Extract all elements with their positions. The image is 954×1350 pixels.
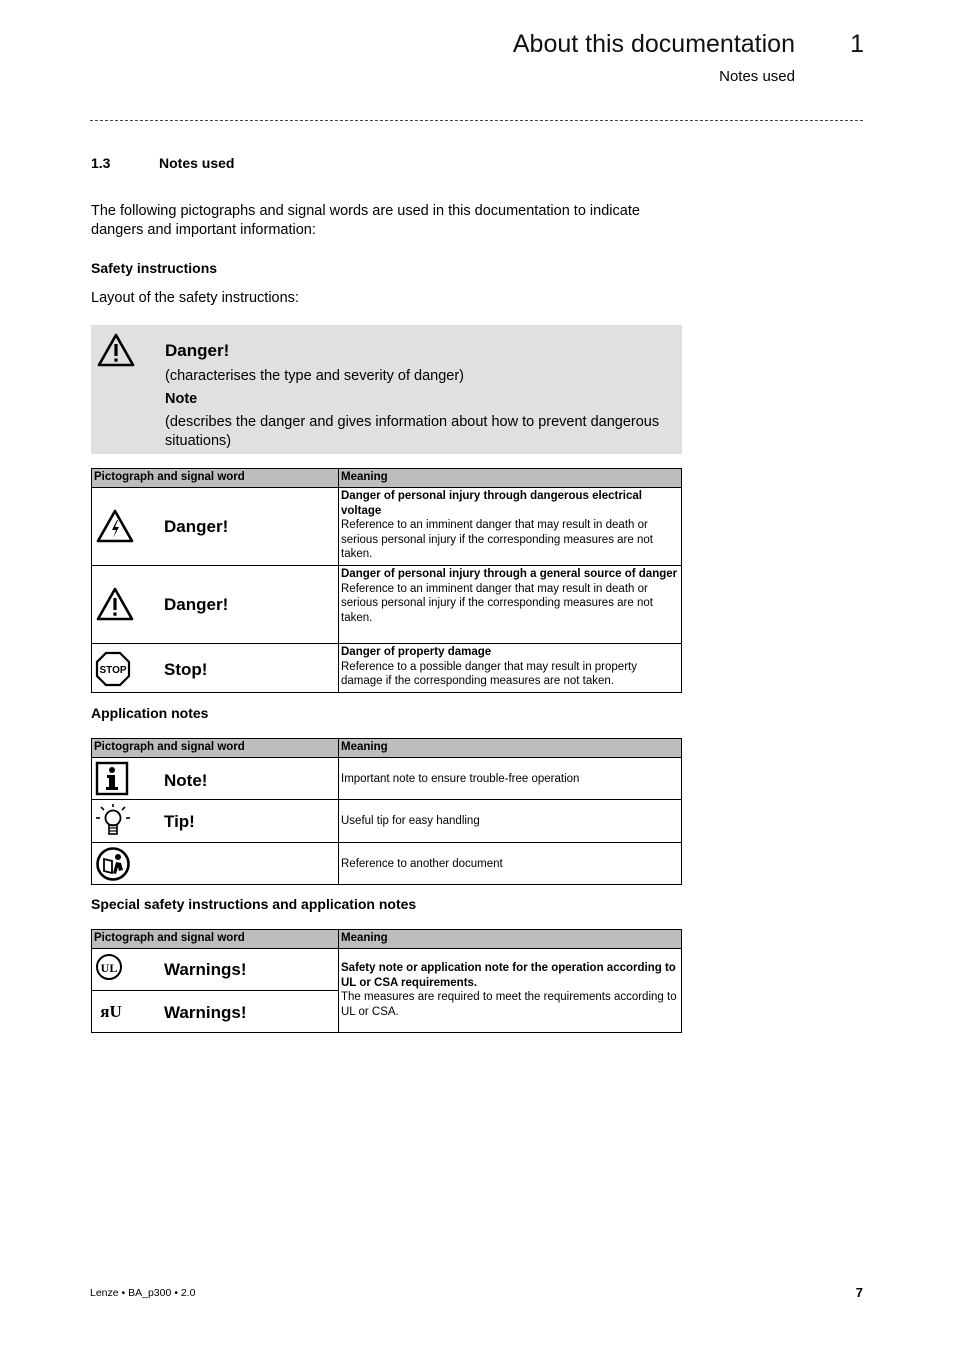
signal-word: Danger! <box>164 517 229 536</box>
signal-word: Tip! <box>164 812 195 831</box>
table-row <box>92 644 681 692</box>
layout-note-label: Note <box>165 391 198 407</box>
table-row-group <box>92 949 681 1032</box>
meaning-title: Danger of personal injury through dangerous electrical voltage <box>341 490 642 517</box>
table-header <box>92 739 681 758</box>
header-subtitle: Notes used <box>719 68 795 85</box>
application-table <box>91 738 682 885</box>
signal-word: Warnings! <box>164 960 247 979</box>
chapter-number: 1 <box>850 30 864 58</box>
stop-sign-icon <box>95 651 131 687</box>
column-header-meaning: Meaning <box>341 741 388 753</box>
meaning-title: Danger of personal injury through a general source of danger <box>341 568 678 580</box>
application-heading: Application notes <box>91 705 209 721</box>
table-row <box>92 566 681 644</box>
meaning-title: Danger of property damage <box>341 646 492 658</box>
safety-table <box>91 468 682 693</box>
document-reference-icon <box>95 846 131 882</box>
section-title: Notes used <box>159 155 235 171</box>
table-header <box>92 469 681 488</box>
ul-recognized-icon <box>95 999 127 1023</box>
lightbulb-icon <box>95 803 131 839</box>
column-header-pictograph: Pictograph and signal word <box>92 469 339 487</box>
ul-listed-icon <box>95 953 123 981</box>
meaning-text: Useful tip for easy handling <box>341 815 480 828</box>
meaning-text: Reference to an imminent danger that may result in death or serious personal injury if the corresponding measures are not taken. <box>341 519 653 561</box>
signal-word: Warnings! <box>164 1003 247 1022</box>
safety-layout-box <box>91 325 682 454</box>
header-divider <box>90 120 863 121</box>
safety-heading: Safety instructions <box>91 260 218 276</box>
meaning-title: Safety note or application note for the operation according to UL or CSA requirements. <box>341 962 676 989</box>
special-table <box>91 929 682 1033</box>
chapter-title: About this documentation <box>512 30 795 58</box>
general-danger-warning-icon <box>95 586 135 622</box>
footer-document-id: Lenze • BA_p300 • 2.0 <box>90 1287 196 1299</box>
section-number: 1.3 <box>91 155 111 171</box>
column-header-meaning: Meaning <box>341 471 388 483</box>
column-header-pictograph: Pictograph and signal word <box>92 739 339 757</box>
ul-recognized-label: ᴙU <box>100 1002 122 1021</box>
intro-paragraph: The following pictographs and signal words are used in this documentation to indicate dangers and important information: <box>91 203 640 238</box>
table-header <box>92 930 681 949</box>
layout-signal-word: Danger! <box>165 341 230 360</box>
table-row <box>92 949 338 991</box>
signal-word: Stop! <box>164 660 208 679</box>
ul-listed-label: UL <box>100 961 118 975</box>
warning-triangle-icon <box>96 332 136 368</box>
column-header-meaning: Meaning <box>341 932 388 944</box>
stop-sign-label: STOP <box>99 665 127 676</box>
layout-description-text: (describes the danger and gives information about how to prevent dangerous situations) <box>165 414 660 449</box>
info-icon <box>95 761 129 796</box>
meaning-text: Reference to another document <box>341 857 503 870</box>
table-row <box>92 488 681 566</box>
layout-label: Layout of the safety instructions: <box>91 290 299 306</box>
special-heading: Special safety instructions and application notes <box>91 896 417 912</box>
table-row <box>92 843 681 884</box>
meaning-text: Important note to ensure trouble-free operation <box>341 772 580 785</box>
meaning-text: Reference to a possible danger that may result in property damage if the corresponding measures are not taken. <box>341 660 637 688</box>
table-row <box>92 800 681 843</box>
column-header-pictograph: Pictograph and signal word <box>92 930 339 948</box>
signal-word: Danger! <box>164 595 229 614</box>
table-row <box>92 991 338 1032</box>
electrical-voltage-warning-icon <box>95 508 135 544</box>
meaning-text: Reference to an imminent danger that may result in death or serious personal injury if the corresponding measures are not taken. <box>341 582 653 624</box>
signal-word: Note! <box>164 771 208 790</box>
table-row <box>92 758 681 800</box>
layout-type-text: (characterises the type and severity of danger) <box>165 368 465 384</box>
meaning-text: The measures are required to meet the requirements according to UL or CSA. <box>341 991 677 1018</box>
page-number: 7 <box>855 1285 863 1300</box>
